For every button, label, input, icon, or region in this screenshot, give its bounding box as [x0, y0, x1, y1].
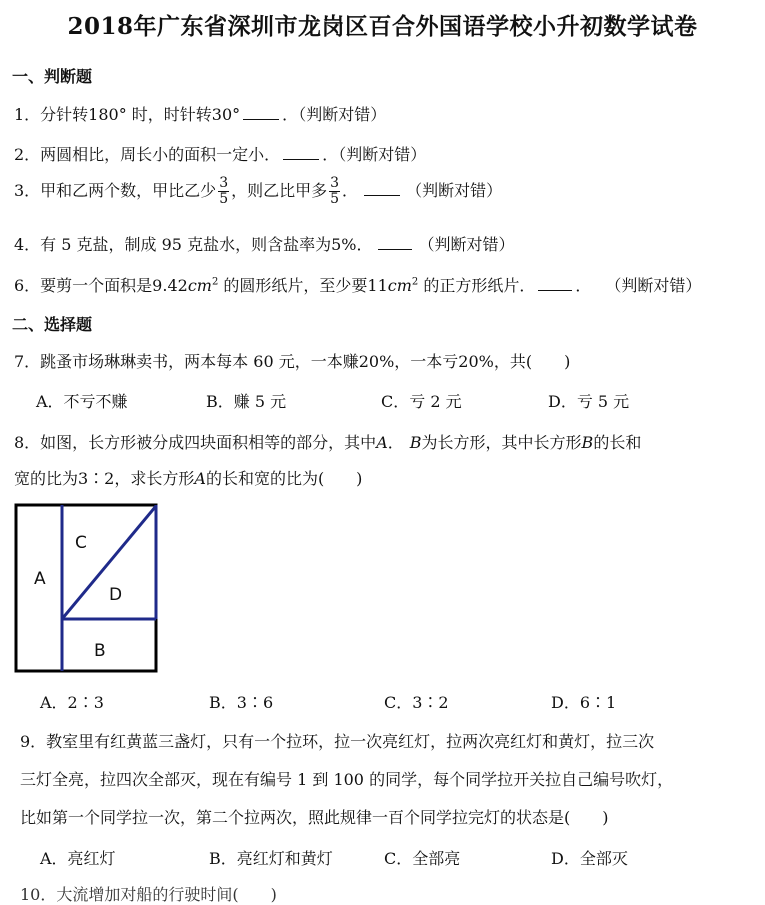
q2-end: ．: [322, 145, 339, 164]
answer-blank: [378, 235, 412, 250]
question-8-line-1: 8．如图，长方形被分成四块面积相等的部分，其中A． B为长方形，其中长方形B的长和: [14, 433, 642, 452]
q3-text-a: 3．甲和乙两个数，甲比乙少: [14, 181, 217, 200]
q9-option-d: D．全部灭: [551, 849, 628, 868]
q7-option-a: A．不亏不赚: [36, 392, 128, 411]
unit-cm: cm: [387, 276, 412, 295]
q7-option-d: D．亏 5 元: [548, 392, 630, 411]
q9-option-c: C．全部亮: [384, 849, 461, 868]
fraction-three-fifths: $\frac{3}{5}$: [330, 175, 340, 207]
answer-blank: [364, 181, 400, 196]
question-1: [14, 102, 386, 125]
q6-end: ．: [575, 276, 592, 295]
question-2: [14, 142, 426, 165]
q8-option-d: D．6∶1: [551, 693, 617, 712]
figure-label-a: A: [34, 569, 46, 589]
q2-hint: （判断对错）: [338, 145, 427, 164]
question-3: [14, 176, 502, 207]
q8-option-b: B．3∶6: [209, 693, 274, 712]
q8-option-a: A．2∶3: [40, 693, 104, 712]
answer-blank: [243, 105, 279, 120]
q2-text: 2．两圆相比，周长小的面积一定小．: [14, 145, 281, 164]
section-choice-heading: 二、选择题: [12, 315, 93, 334]
q4-hint: （判断对错）: [418, 235, 515, 254]
q9-option-a: A．亮红灯: [40, 849, 116, 868]
q3-text-c: ．: [342, 181, 359, 200]
q7-option-b: B．赚 5 元: [206, 392, 287, 411]
q9-option-b: B．亮红灯和黄灯: [209, 849, 333, 868]
unit-sup: 2: [411, 276, 419, 288]
question-9-line-3: 比如第一个同学拉一次，第二个拉两次，照此规律一百个同学拉完灯的状态是( ): [20, 808, 609, 827]
q7-option-c: C．亏 2 元: [381, 392, 462, 411]
section-judge-heading: 一、判断题: [12, 67, 93, 86]
page-title: 2018年广东省深圳市龙岗区百合外国语学校小升初数学试卷: [67, 13, 698, 40]
q3-text-b: ，则乙比甲多: [231, 181, 328, 200]
unit-sup: 2: [211, 276, 219, 288]
question-9-line-2: 三灯全亮，拉四次全部灭，现在有编号 1 到 100 的同学，每个同学拉开关拉自己编号吹灯，: [20, 770, 674, 789]
answer-blank: [538, 276, 572, 291]
q6-text-b: 的圆形纸片，至少要11: [218, 276, 388, 295]
q3-hint: （判断对错）: [406, 181, 503, 200]
answer-blank: [283, 145, 319, 160]
q4-text: 4．有 5 克盐，制成 95 克盐水，则含盐率为5%．: [14, 235, 373, 254]
figure-label-b: B: [94, 641, 106, 661]
question-9-line-1: 9．教室里有红黄蓝三盏灯，只有一个拉环，拉一次亮红灯，拉两次亮红灯和黄灯，拉三次: [20, 732, 655, 751]
q6-text-c: 的正方形纸片．: [418, 276, 536, 295]
q1-text: 1．分针转180° 时，时针转30°: [14, 105, 241, 124]
question-4: [14, 232, 514, 255]
q1-end: ．: [282, 105, 299, 124]
q1-hint: （判断对错）: [298, 105, 387, 124]
question-8-line-2: 宽的比为3∶2，求长方形A的长和宽的比为( ): [14, 469, 363, 488]
q6-hint: （判断对错）: [613, 276, 702, 295]
q8-option-c: C．3∶2: [384, 693, 449, 712]
question-7: 7．跳蚤市场琳琳卖书，两本每本 60 元，一本赚20%，一本亏20%，共( ): [14, 352, 571, 371]
question-6: [14, 273, 701, 296]
figure-label-c: C: [75, 533, 87, 553]
fraction-three-fifths: $\frac{3}{5}$: [219, 175, 229, 207]
unit-cm: cm: [187, 276, 212, 295]
rectangle-figure: [14, 503, 160, 675]
figure-label-d: D: [109, 585, 123, 605]
question-10-partial: 10．大流增加对船的行驶时间( ): [20, 885, 277, 904]
q6-text-a: 6．要剪一个面积是9.42: [14, 276, 188, 295]
